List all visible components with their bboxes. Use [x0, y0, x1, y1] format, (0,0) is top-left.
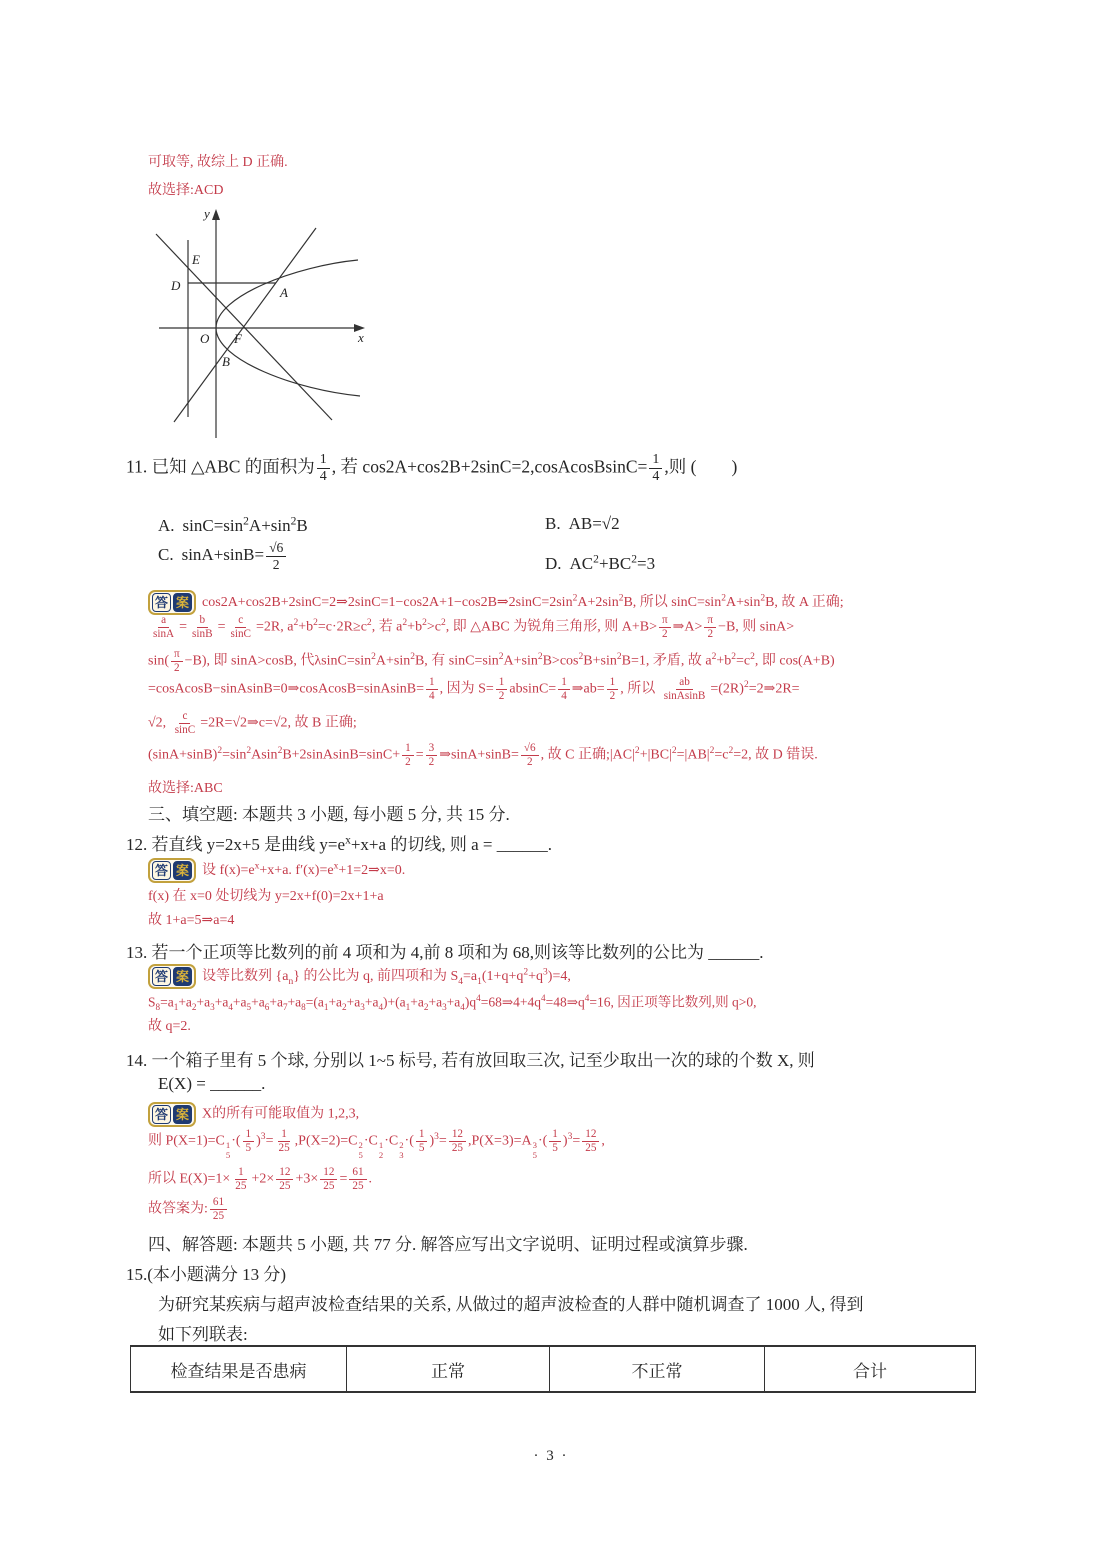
- answer-badge: [148, 590, 196, 615]
- q14-answer-text-1: X的所有可能取值为 1,2,3,: [202, 1106, 360, 1122]
- parabola-figure: [146, 206, 386, 446]
- q12-answer-line-1: [148, 858, 405, 883]
- q11-answer-line-6: $(\sin A+\sin B)^2=\sin^2Asin^2B+2sinAsinB=\sin C+$ $\frac{1}{2}$ = $\frac{3}{2}$ ⇒sinA+sinB= $\frac{√6}{2}$ , 故 C 正确$;|AC|^2+|BC|^2=|AB|^2=c^2=2$, 故 D 错误.: [148, 742, 818, 768]
- figure-label-y: y: [204, 206, 210, 221]
- contingency-table: [130, 1345, 976, 1393]
- answer-badge: [148, 858, 196, 883]
- answer-badge-right: 案: [173, 861, 192, 880]
- question-12-stem: 12. 若直线 y=2x+5 是曲线 $y=e^x+x+a$ 的切线, 则 a = ______.: [126, 833, 552, 854]
- table-header-abnormal: 不正常: [550, 1346, 765, 1392]
- answer-badge-left: 答: [152, 861, 171, 880]
- q14-answer-line-1: [148, 1102, 359, 1127]
- q13-answer-line-2: $S_8=a_1+a_2+a_3+a_4+a_5+a_6+a_7+a_8=(a_1+a_2+a_3+a_4)+(a_1+a_2+a_3+a_4)q^4=68\Rightarrow 4+4q^4=48\Rightarrow q^4=16$, 因正项等比数列,则 q>0,: [148, 993, 757, 1013]
- figure-label-E: E: [192, 252, 200, 267]
- q14-answer-line-3: 所以 E(X)=1× $\frac{1}{25}$ +2× $\frac{12}{25}$ +3× $\frac{12}{25}$ = $\frac{61}{25}$ .: [148, 1166, 373, 1192]
- option-b-label: B.: [545, 514, 561, 533]
- q11-answer-line-2: $\frac{a}{\sin A}$ = $\frac{b}{\sin B}$ = $\frac{c}{\sin C}$ =2R, $a^2+b^2=c\cdot 2R\ge c^2$, 若 $a^2+b^2>c^2$, 即 △ABC 为锐角三角形, 则 A+B> $\frac{\pi}{2}$ ⇒A> $\frac{\pi}{2}$ −B, 则 sinA>: [153, 614, 795, 640]
- option-c-label: C.: [158, 545, 174, 565]
- question-14-stem-line-2: E(X) = ______.: [158, 1074, 266, 1093]
- page-number: · 3 ·: [533, 1448, 569, 1464]
- q11-answer-text-1: $\cos 2A+\cos 2B+2\sin C=2\Rightarrow 2\sin C=1-\cos 2A+1-\cos 2B\Rightarrow 2\sin C=2\sin^2A+2\sin^2B$, 所以 $\sin C=\sin^2A+\sin^2B$, 故 A 正确;: [202, 593, 844, 610]
- answer-note-line: 可取等, 故综上 D 正确.: [148, 155, 288, 170]
- figure-label-x: x: [358, 330, 364, 345]
- figure-label-O: O: [200, 331, 210, 346]
- q14-answer-line-2: 则 P(X=1)=C 1 5 ·( $\frac{1}{5}$ )$^3$= $\frac{1}{25}$ ,P(X=2)=C 2 5 ·C 1 2 ·C 2 3 ·( $\frac{1}{5}$ )$^3$= $\frac{12}{25}$ ,P(X=3)=A 3 5 ·( $\frac{1}{5}$ )$^3$= $\frac{12}{25}$ ,: [148, 1128, 605, 1160]
- section-3-heading: 三、填空题: 本题共 3 小题, 每小题 5 分, 共 15 分.: [148, 805, 510, 824]
- question-11-option-b: [545, 514, 620, 534]
- question-14-stem-line-1: 14. 一个箱子里有 5 个球, 分别以 1~5 标号, 若有放回取三次, 记至少取出一次的球的个数 X, 则: [126, 1051, 815, 1070]
- option-a-label: A.: [158, 515, 175, 535]
- option-a-text: $\sin C=\sin^2A+\sin^2B$: [182, 514, 308, 535]
- q11-answer-line-5: √2, $\frac{c}{\sin C}$ =2R=√2⇒c=√2, 故 B 正确;: [148, 710, 357, 736]
- answer-badge-left: 答: [152, 593, 171, 612]
- answer-badge: [148, 964, 196, 989]
- q13-answer-text-1: 设等比数列 $\{a_n\}$ 的公比为 q, 前四项和为 $S_4=a_1(1+q+q^2+q^3)=4$,: [202, 967, 571, 987]
- q14-answer-line-4: 故答案为: $\frac{61}{25}$: [148, 1196, 229, 1223]
- answer-choice-note: 故选择:ACD: [148, 183, 224, 198]
- q11-answer-line-3: sin( $\frac{\pi}{2}$ −B), 即 sinA>cosB, 代$\lambda\sin C=\sin^2A+\sin^2B$, 有 $\sin C=\sin^2A+\sin^2B>\cos^2B+\sin^2B=1$, 矛盾, 故 $a^2+b^2=c^2$, 即 cos(A+B): [148, 648, 835, 674]
- answer-badge-right: 案: [173, 967, 192, 986]
- table-header-total: 合计: [765, 1346, 976, 1392]
- q13-answer-line-1: [148, 964, 571, 989]
- question-15-heading: 15.(本小题满分 13 分): [126, 1265, 287, 1284]
- table-header-result: 检查结果是否患病: [131, 1346, 347, 1392]
- answer-badge-left: 答: [152, 967, 171, 986]
- figure-label-B: B: [222, 354, 230, 369]
- option-d-text: $AC^2+BC^2=3$: [569, 552, 656, 573]
- question-15-body-line-2: 如下列联表:: [158, 1325, 248, 1344]
- question-15-body-line-1: 为研究某疾病与超声波检查结果的关系, 从做过的超声波检查的人群中随机调查了 1000 人, 得到: [158, 1295, 864, 1314]
- option-b-text: AB=√2: [568, 514, 620, 533]
- option-d-label: D.: [545, 553, 562, 573]
- answer-badge-right: 案: [173, 593, 192, 612]
- q13-answer-line-3: 故 q=2.: [148, 1019, 191, 1034]
- q11-answer-line-4: =cosAcosB−sinAsinB=0⇒cosAcosB=sinAsinB= $\frac{1}{4}$ , 因为 S= $\frac{1}{2}$ absinC= $\frac{1}{4}$ ⇒ab= $\frac{1}{2}$ , 所以 $\frac{ab}{\text{sinAsinB}}$ $=(2R)^2=2\Rightarrow 2R=$: [148, 676, 800, 702]
- question-11-option-c: [158, 540, 288, 572]
- answer-badge-left: 答: [152, 1105, 171, 1124]
- question-13-stem: 13. 若一个正项等比数列的前 4 项和为 4,前 8 项和为 68,则该等比数列的公比为 ______.: [126, 943, 764, 962]
- figure-label-D: D: [171, 278, 181, 293]
- q12-answer-line-3: 故 1+a=5⇒a=4: [148, 913, 235, 928]
- question-11-option-d: [545, 552, 655, 574]
- q12-answer-line-2: f(x) 在 x=0 处切线为 y=2x+f(0)=2x+1+a: [148, 889, 384, 904]
- q11-answer-line-1: [148, 590, 844, 615]
- table-header-row: [131, 1346, 976, 1392]
- question-11-stem: 11. 已知 △ABC 的面积为 $\frac{1}{4}$ , 若 cos2A+cos2B+2sinC=2,cosAcosBsinC= $\frac{1}{4}$ ,则 ( ): [126, 452, 738, 485]
- question-11-option-a: [158, 514, 308, 536]
- q12-answer-text-1: 设 $f(x)=e^x+x+a$. $f'(x)=e^x+1=2\Rightarrow x=0$.: [202, 861, 406, 878]
- figure-label-F: F: [234, 331, 242, 346]
- answer-badge: [148, 1102, 196, 1127]
- q11-answer-choice: 故选择:ABC: [148, 781, 223, 796]
- parabola-figure-svg: [146, 206, 386, 446]
- answer-badge-right: 案: [173, 1105, 192, 1124]
- figure-label-A: A: [280, 285, 288, 300]
- y-axis-arrow-icon: [212, 209, 220, 220]
- section-4-heading: 四、解答题: 本题共 5 小题, 共 77 分. 解答应写出文字说明、证明过程或演算步骤.: [148, 1235, 748, 1254]
- table-header-normal: 正常: [347, 1346, 550, 1392]
- option-c-text: sinA+sinB= $\frac{√6}{2}$: [182, 545, 289, 564]
